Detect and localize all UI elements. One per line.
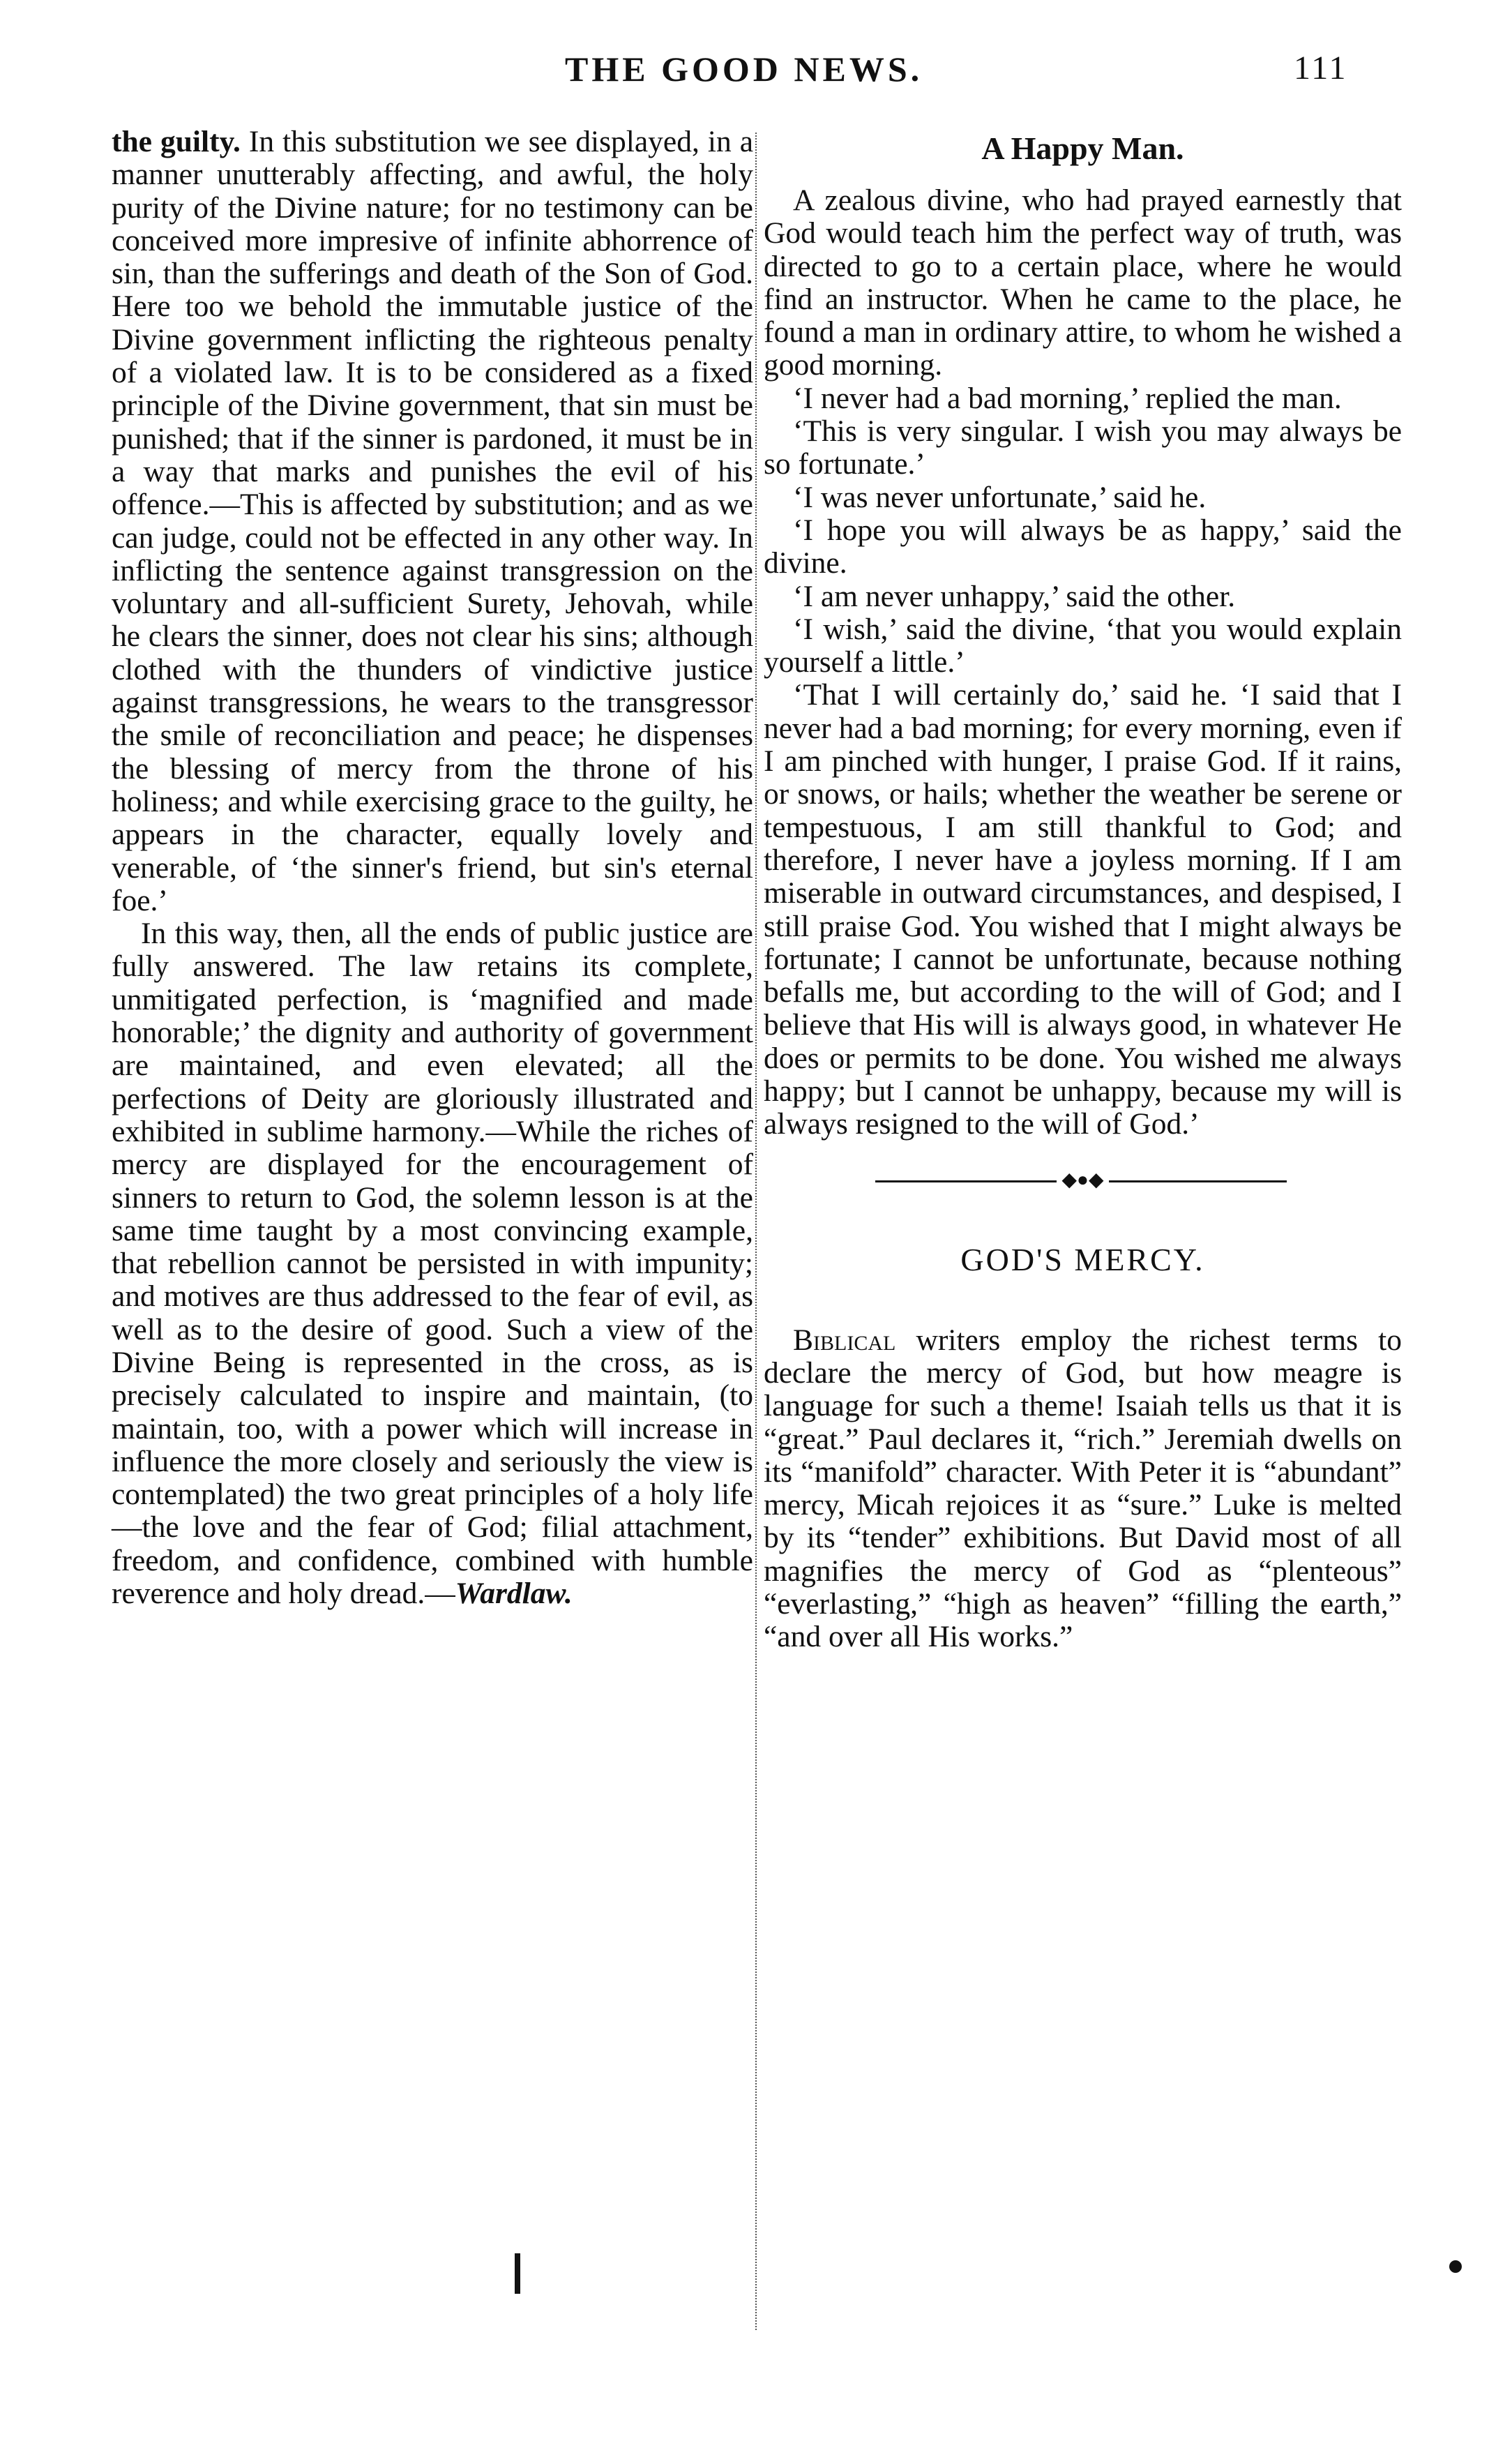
paragraph-body: writers employ the richest terms to declare the mercy of God, but how meagre is language for such a theme! Isaiah tells us that it is “great.” Paul declares it, “rich.” Jeremiah dwells on its “manifold” character. With Peter it is “abundant” mercy, Micah rejoices it as “sure.” Luke is melted by its “tender” exhibitions. But David most of all magnifies the mercy of God as “plenteous” “everlasting,” “high as heaven” “filling the earth,” “and over all His works.” bbox=[764, 1323, 1402, 1654]
mercy-paragraph bbox=[764, 1324, 1402, 1654]
paragraph-body: In this way, then, all the ends of public justice are fully answered. The law retains its complete, unmitigated perfection, is ‘magnified and made honorable;’ the dignity and authority of government are maintained, and even elevated; all the perfections of Deity are gloriously illustrated and exhibited in sublime harmony.—While the riches of mercy are displayed for the encouragement of sinners to return to God, the solemn lesson is at the same time taught by a most convincing example, that rebellion cannot be persisted in with impunity; and motives are thus addressed to the fear of evil, as well as to the desire of good. Such a view of the Divine Being is represented in the cross, as is precisely calculated to inspire and maintain, (to maintain, too, with a power which will increase in influence the more closely and seriously the view is contemplated) the two great principles of a holy life—the love and the fear of God; filial attachment, freedom, and confidence, combined with humble reverence and holy dread.— bbox=[112, 917, 753, 1611]
section-divider bbox=[764, 1141, 1402, 1239]
story-paragraph: ‘I am never unhappy,’ said the other. bbox=[793, 579, 1236, 613]
paragraph-lead: the guilty. bbox=[112, 125, 241, 158]
story-paragraph: ‘I was never unfortunate,’ said he. bbox=[793, 480, 1207, 514]
left-column bbox=[112, 126, 753, 1610]
column-rule bbox=[755, 133, 757, 2330]
right-column bbox=[764, 126, 1402, 1654]
paragraph-body: In this substitution we see displayed, in a manner unutterably affecting, and awful, the holy purity of the Divine nature; for no testimony can be conceived more impresive of infinite abhorrence of sin, than the sufferings and death of the Son of God. Here too we behold the immutable justice of the Divine government inflicting the righteous penalty of a violated law. It is to be considered as a fixed principle of the Divine government, that sin must be punished; that if the sinner is pardoned, it must be in a way that marks and punishes the evil of his offence.—This is affected by substitution; and as we can judge, could not be effected in any other way. In inflicting the sentence against transgression on the voluntary and all-sufficient Surety, Jehovah, while he clears the sinner, does not clear his sins; although clothed with the thunders of vindictive justice against transgressions, he wears to the transgressor the smile of reconciliation and peace; he dispenses the blessing of mercy from the throne of his holiness; and while exercising grace to the guilty, he appears in the character, equally lovely and venerable, of ‘the sinner's friend, but sin's eternal foe.’ bbox=[112, 125, 754, 917]
end-mark bbox=[515, 2253, 520, 2294]
article-title: A Happy Man. bbox=[981, 130, 1184, 166]
attribution: Wardlaw. bbox=[455, 1577, 573, 1611]
story-paragraph: ‘That I will certainly do,’ said he. ‘I said that I never had a bad morning; for every morning, even if I am pinched with hunger, I praise God. If it rains, or snows, or hails; whether the weather be serene or tempestuous, I am still thankful to God; and therefore, I never have a joyless morning. If I am miserable in outward circumstances, and despised, I still praise God. You wished that I might always be fortunate; I cannot be unfortunate, because nothing befalls me, but according to the will of God; and I believe that His will is always good, in whatever He does or permits to be done. You wished me always happy; but I cannot be unhappy, because my will is always resigned to the will of God.’ bbox=[764, 678, 1402, 1141]
atonement-paragraph-1 bbox=[112, 126, 753, 917]
divider-ornament-icon: ◆●◆ bbox=[764, 1168, 1402, 1193]
story-paragraph: ‘I never had a bad morning,’ replied the man. bbox=[793, 381, 1342, 415]
story-paragraph: ‘This is very singular. I wish you may always be so fortunate.’ bbox=[764, 414, 1402, 481]
paragraph-lead: Biblical bbox=[793, 1323, 896, 1357]
story-paragraph: ‘I wish,’ said the divine, ‘that you would explain yourself a little.’ bbox=[764, 612, 1402, 679]
printer-mark-icon bbox=[1449, 2260, 1462, 2273]
story-paragraph: A zealous divine, who had prayed earnestly that God would teach him the perfect way of truth, was directed to go to a certain place, where he would find an instructor. When he came to the place, he found a man in ordinary attire, to whom he wished a good morning. bbox=[764, 183, 1402, 382]
running-title: THE GOOD NEWS. bbox=[565, 50, 923, 89]
section-title: GOD'S MERCY. bbox=[960, 1241, 1205, 1277]
page-number: 111 bbox=[1294, 50, 1348, 87]
atonement-paragraph-2 bbox=[112, 917, 753, 1610]
running-head bbox=[0, 49, 1512, 98]
story-paragraph: ‘I hope you will always be as happy,’ said the divine. bbox=[764, 513, 1402, 580]
